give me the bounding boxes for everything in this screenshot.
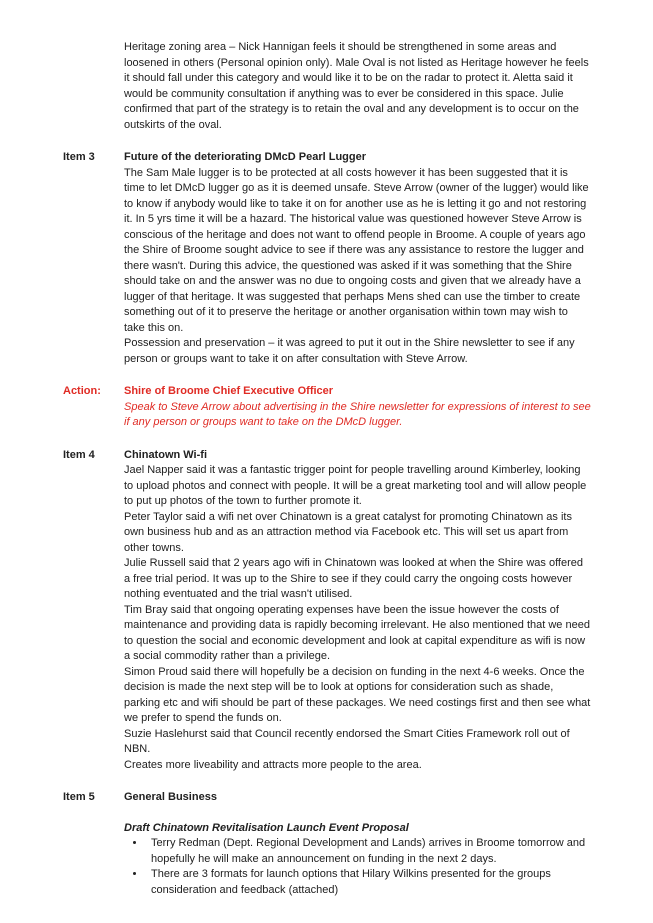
item4-paragraph: Julie Russell said that 2 years ago wifi in Chinatown was looked at when the Shire was offered a free trial period. It was up to the Shire to see if they could carry the ongoing costs however nothing eventuated and the trial wasn't utilised. [124, 557, 583, 600]
action-title: Shire of Broome Chief Executive Officer [124, 385, 334, 397]
item4-section [63, 448, 591, 774]
item4-paragraph: Creates more liveability and attracts more people to the area. [124, 758, 422, 771]
item5-subheading: Draft Chinatown Revitalisation Launch Event Proposal [124, 821, 409, 834]
item4-paragraph: Simon Proud said there will hopefully be a decision on funding in the next 4-6 weeks. Once the decision is made the next step will be to look at options for consideration such as shade, parking etc and wifi should be part of these packages. We need costings first and then see what we prefer to spend the funds on. [124, 665, 591, 724]
action-section [63, 384, 591, 431]
bullet-item: • There are 3 formats for launch options that Hilary Wilkins presented for the groups consideration and feedback (attached) [146, 867, 591, 898]
item4-paragraph: Peter Taylor said a wifi net over Chinatown is a great catalyst for promoting Chinatown as its own business hub and as an attraction method via Facebook etc. This will set us apart from other towns. [124, 510, 572, 554]
item4-paragraph: Suzie Haslehurst said that Council recently endorsed the Smart Cities Framework roll out of NBN. [124, 727, 570, 755]
item3-paragraph: The Sam Male lugger is to be protected at all costs however it has been suggested that it is time to let DMcD lugger go as it is deemed unsafe. Steve Arrow (owner of the lugger) would like to know if anybody would like to take it on for another use as he is letting it go and not restoring it. In 5 yrs time it will be a hazard. The historical value was questioned however Steve Arrow is conscious of the heritage and does not want to offend people in Broome. A couple of years ago the Shire of Broome sought advice to see if there was any assistance to restore the lugger and there wasn't. During this advice, the questioned was asked if it was something that the Shire should take on and the answer was no due to ongoing costs and given that we already have a lugger of that heritage. It was suggested that perhaps Mens shed can use the timber to create something out of it to preserve the heritage or another organisation within town may wish to take this on. [124, 166, 589, 334]
action-text: Speak to Steve Arrow about advertising in the Shire newsletter for expressions of interest to see if any person or groups want to take on the DMcD lugger. [124, 400, 591, 428]
item3-title: Future of the deteriorating DMcD Pearl Lugger [124, 151, 367, 163]
bullet-item: • Terry Redman (Dept. Regional Development and Lands) arrives in Broome tomorrow and hopefully he will make an announcement on funding in the next 2 days. [146, 836, 591, 867]
item4-title: Chinatown Wi-fi [124, 448, 207, 461]
item5-section [63, 790, 591, 898]
item4-paragraph: Tim Bray said that ongoing operating expenses have been the issue however the costs of maintenance and providing data is rapidly becoming irrelevant. He also mentioned that we need to question the social and economic development and look at capital expenditure as wifi is now a social commodity rather than a privilege. [124, 603, 590, 662]
item3-section [63, 150, 591, 367]
item5-label: Item 5 [63, 791, 95, 803]
action-label: Action: [63, 385, 101, 397]
item3-label: Item 3 [63, 151, 95, 163]
item5-bullet-list [124, 836, 591, 898]
item5-title: General Business [124, 791, 217, 803]
item4-label: Item 4 [63, 448, 95, 461]
intro-section [63, 40, 591, 133]
item3-paragraph: Possession and preservation – it was agreed to put it out in the Shire newsletter to see if any person or groups want to take it on after consultation with Steve Arrow. [124, 337, 575, 365]
intro-paragraph: Heritage zoning area – Nick Hannigan feels it should be strengthened in some areas and loosened in others (Personal opinion only). Male Oval is not listed as Heritage however he feels it should fall under this category and would like it to be on the radar to protect it. Aletta said it would be community consultation if anything was to ever be considered in this space. Julie confirmed that part of the strategy is to retain the oval and any development is to occur on the outskirts of the oval. [124, 41, 589, 131]
item4-paragraph: Jael Napper said it was a fantastic trigger point for people travelling around Kimberley, looking to upload photos and connect with people. It will be a great marketing tool and will allow people to put up photos of the town to further promote it. [124, 464, 587, 507]
